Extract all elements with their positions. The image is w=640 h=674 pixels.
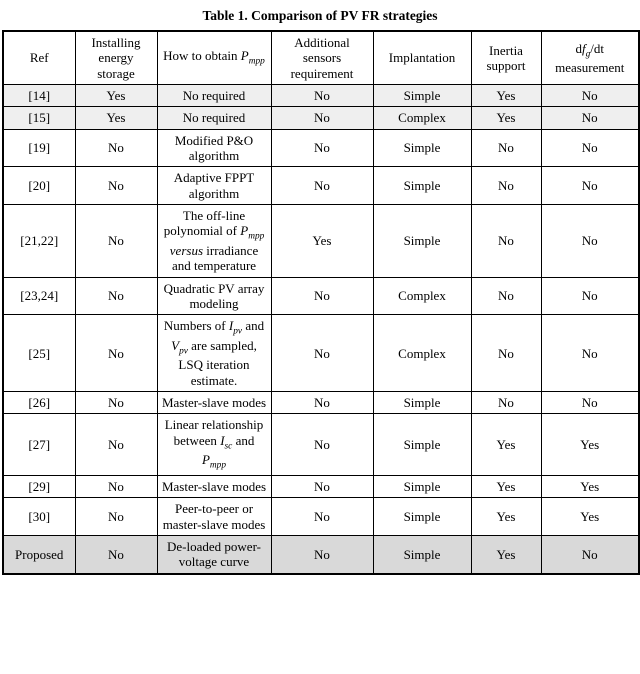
table-cell: No xyxy=(271,84,373,106)
table-cell: Yes xyxy=(471,414,541,476)
table-row xyxy=(3,277,639,315)
table-cell: Yes xyxy=(271,204,373,277)
table-row xyxy=(3,315,639,392)
table-cell: No xyxy=(75,498,157,536)
table-row xyxy=(3,84,639,106)
table-cell: Master-slave modes xyxy=(157,392,271,414)
ref-cell: [25] xyxy=(3,315,75,392)
ref-cell: [23,24] xyxy=(3,277,75,315)
table-cell: No xyxy=(271,392,373,414)
table-cell: No xyxy=(75,476,157,498)
header-additional-sensors: Additional sensors requirement xyxy=(271,31,373,84)
table-cell: Simple xyxy=(373,536,471,574)
table-cell: Yes xyxy=(471,84,541,106)
table-cell: Master-slave modes xyxy=(157,476,271,498)
table-cell: No xyxy=(75,392,157,414)
table-cell: Yes xyxy=(541,498,639,536)
table-cell: No xyxy=(271,536,373,574)
table-cell: No xyxy=(75,414,157,476)
table-cell: No xyxy=(541,129,639,167)
table-cell: No xyxy=(271,277,373,315)
table-cell: Quadratic PV array modeling xyxy=(157,277,271,315)
table-cell: Simple xyxy=(373,476,471,498)
table-cell: No required xyxy=(157,84,271,106)
ref-cell: [29] xyxy=(3,476,75,498)
table-cell: No xyxy=(75,536,157,574)
table-cell: Peer-to-peer or master-slave modes xyxy=(157,498,271,536)
table-row xyxy=(3,167,639,205)
table-row xyxy=(3,414,639,476)
table-cell: No xyxy=(271,129,373,167)
table-cell: No xyxy=(541,167,639,205)
table-cell: No xyxy=(271,315,373,392)
header-how-to-obtain-pmpp: How to obtain $P_{mpp}$ xyxy=(157,31,271,84)
table-cell: Simple xyxy=(373,167,471,205)
table-row xyxy=(3,107,639,129)
table-cell: Complex xyxy=(373,107,471,129)
header-dfg-dt: $df_g/dt$ measurement xyxy=(541,31,639,84)
table-cell: No xyxy=(541,277,639,315)
table-cell: No xyxy=(471,315,541,392)
ref-cell: [19] xyxy=(3,129,75,167)
table-row xyxy=(3,476,639,498)
table-cell: No xyxy=(541,315,639,392)
header-ref: Ref xyxy=(3,31,75,84)
table-cell: No xyxy=(75,167,157,205)
table-caption: Table 1. Comparison of PV FR strategies xyxy=(202,8,438,23)
table-cell: Yes xyxy=(471,498,541,536)
table-cell: Yes xyxy=(75,84,157,106)
table-cell: Simple xyxy=(373,84,471,106)
header-energy-storage: Installing energy storage xyxy=(75,31,157,84)
table-cell: Complex xyxy=(373,315,471,392)
table-cell: Simple xyxy=(373,414,471,476)
table-cell: Yes xyxy=(471,107,541,129)
table-cell: De-loaded power-voltage curve xyxy=(157,536,271,574)
table-cell: Modified P&O algorithm xyxy=(157,129,271,167)
table-row xyxy=(3,498,639,536)
table-cell: No xyxy=(541,204,639,277)
table-cell: No xyxy=(471,167,541,205)
table-cell: No xyxy=(271,476,373,498)
pv-fr-comparison-table xyxy=(2,30,640,575)
header-inertia-support: Inertia support xyxy=(471,31,541,84)
table-cell: No required xyxy=(157,107,271,129)
table-cell: No xyxy=(541,107,639,129)
table-cell: No xyxy=(271,107,373,129)
table-cell: No xyxy=(271,414,373,476)
table-cell: No xyxy=(271,167,373,205)
table-cell: No xyxy=(75,204,157,277)
header-implantation: Implantation xyxy=(373,31,471,84)
header-row xyxy=(3,31,639,84)
table-cell: Complex xyxy=(373,277,471,315)
table-cell: No xyxy=(471,204,541,277)
table-cell: Simple xyxy=(373,392,471,414)
table-cell: No xyxy=(541,536,639,574)
ref-cell: [27] xyxy=(3,414,75,476)
table-cell: Linear relationship between $I_{sc}$ and $P_{mpp}$ xyxy=(157,414,271,476)
table-cell: Yes xyxy=(471,536,541,574)
ref-cell: [14] xyxy=(3,84,75,106)
table-cell: No xyxy=(75,277,157,315)
table-row xyxy=(3,392,639,414)
table-cell: No xyxy=(471,277,541,315)
ref-cell: [26] xyxy=(3,392,75,414)
table-cell: Simple xyxy=(373,129,471,167)
table-cell: No xyxy=(541,392,639,414)
table-cell: No xyxy=(75,129,157,167)
table-cell: No xyxy=(75,315,157,392)
ref-cell: [30] xyxy=(3,498,75,536)
table-cell: Yes xyxy=(471,476,541,498)
table-cell: No xyxy=(471,392,541,414)
ref-cell: Proposed xyxy=(3,536,75,574)
table-cell: No xyxy=(271,498,373,536)
ref-cell: [20] xyxy=(3,167,75,205)
table-row xyxy=(3,129,639,167)
table-cell: Simple xyxy=(373,498,471,536)
table-body xyxy=(3,84,639,573)
table-cell: Yes xyxy=(75,107,157,129)
ref-cell: [21,22] xyxy=(3,204,75,277)
table-cell: Simple xyxy=(373,204,471,277)
table-cell: Yes xyxy=(541,414,639,476)
table-header xyxy=(3,31,639,84)
table-cell: Yes xyxy=(541,476,639,498)
table-row xyxy=(3,204,639,277)
table-row xyxy=(3,536,639,574)
table-cell: No xyxy=(541,84,639,106)
table-cell: Adaptive FPPT algorithm xyxy=(157,167,271,205)
ref-cell: [15] xyxy=(3,107,75,129)
table-cell: No xyxy=(471,129,541,167)
table-cell: The off-line polynomial of $P_{mpp}$ versus irradiance and temperature xyxy=(157,204,271,277)
table-cell: Numbers of $I_{pv}$ and $V_{pv}$ are sampled, LSQ iteration estimate. xyxy=(157,315,271,392)
